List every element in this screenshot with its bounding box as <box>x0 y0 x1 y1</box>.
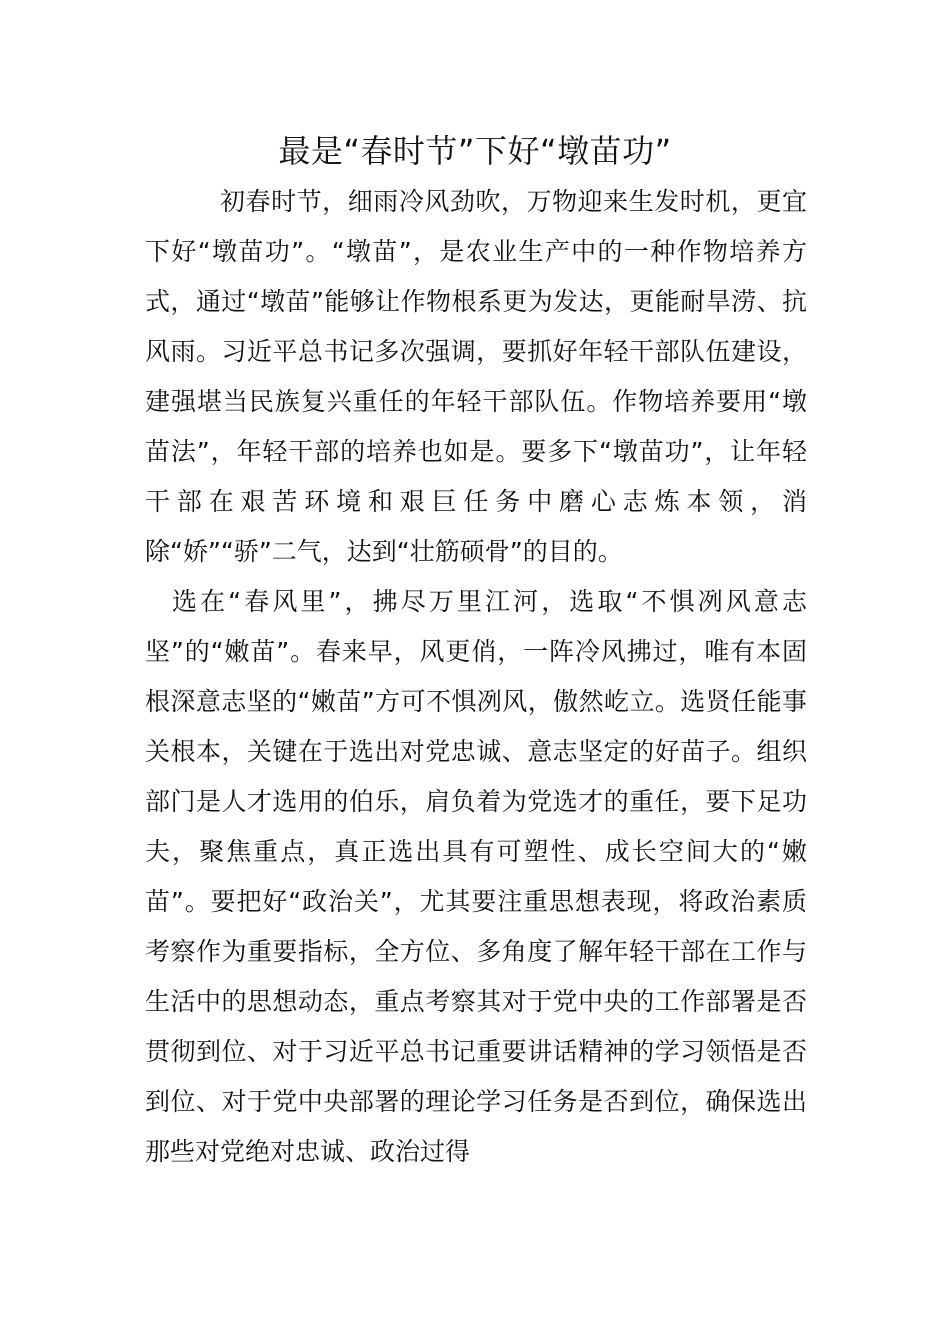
paragraph-1: 初春时节，细雨冷风劲吹，万物迎来生发时机，更宜下好“墩苗功”。“墩苗”，是农业生产中的一种作物培养方式，通过“墩苗”能够让作物根系更为发达，更能耐旱涝、抗风雨。习近平总书记多次强调，要抓好年轻干部队伍建设，建强堪当民族复兴重任的年轻干部队伍。作物培养要用“墩苗法”，年轻干部的培养也如是。要多下“墩苗功”，让年轻干部在艰苦环境和艰巨任务中磨心志炼本领，消除“娇”“骄”二气，达到“壮筋硕骨”的目的。 <box>145 187 807 566</box>
document-title: 最是“春时节”下好“墩苗功” <box>278 132 672 170</box>
paragraph-2: 选在“春风里”，拂尽万里江河，选取“不惧冽风意志坚”的“嫩苗”。春来早，风更俏，一阵冷风拂过，唯有本固根深意志坚的“嫩苗”方可不惧冽风，傲然屹立。选贤任能事关根本，关键在于选出对党忠诚、意志坚定的好苗子。组织部门是人才选用的伯乐，肩负着为党选才的重任，要下足功夫，聚焦重点，真正选出具有可塑性、成长空间大的“嫩苗”。要把好“政治关”，尤其要注重思想表现，将政治素质考察作为重要指标，全方位、多角度了解年轻干部在工作与生活中的思想动态，重点考察其对于党中央的工作部署是否贯彻到位、对于习近平总书记重要讲话精神的学习领悟是否到位、对于党中央部署的理论学习任务是否到位，确保选出那些对党绝对忠诚、政治过得 <box>145 587 807 1166</box>
document-body <box>145 177 807 1177</box>
